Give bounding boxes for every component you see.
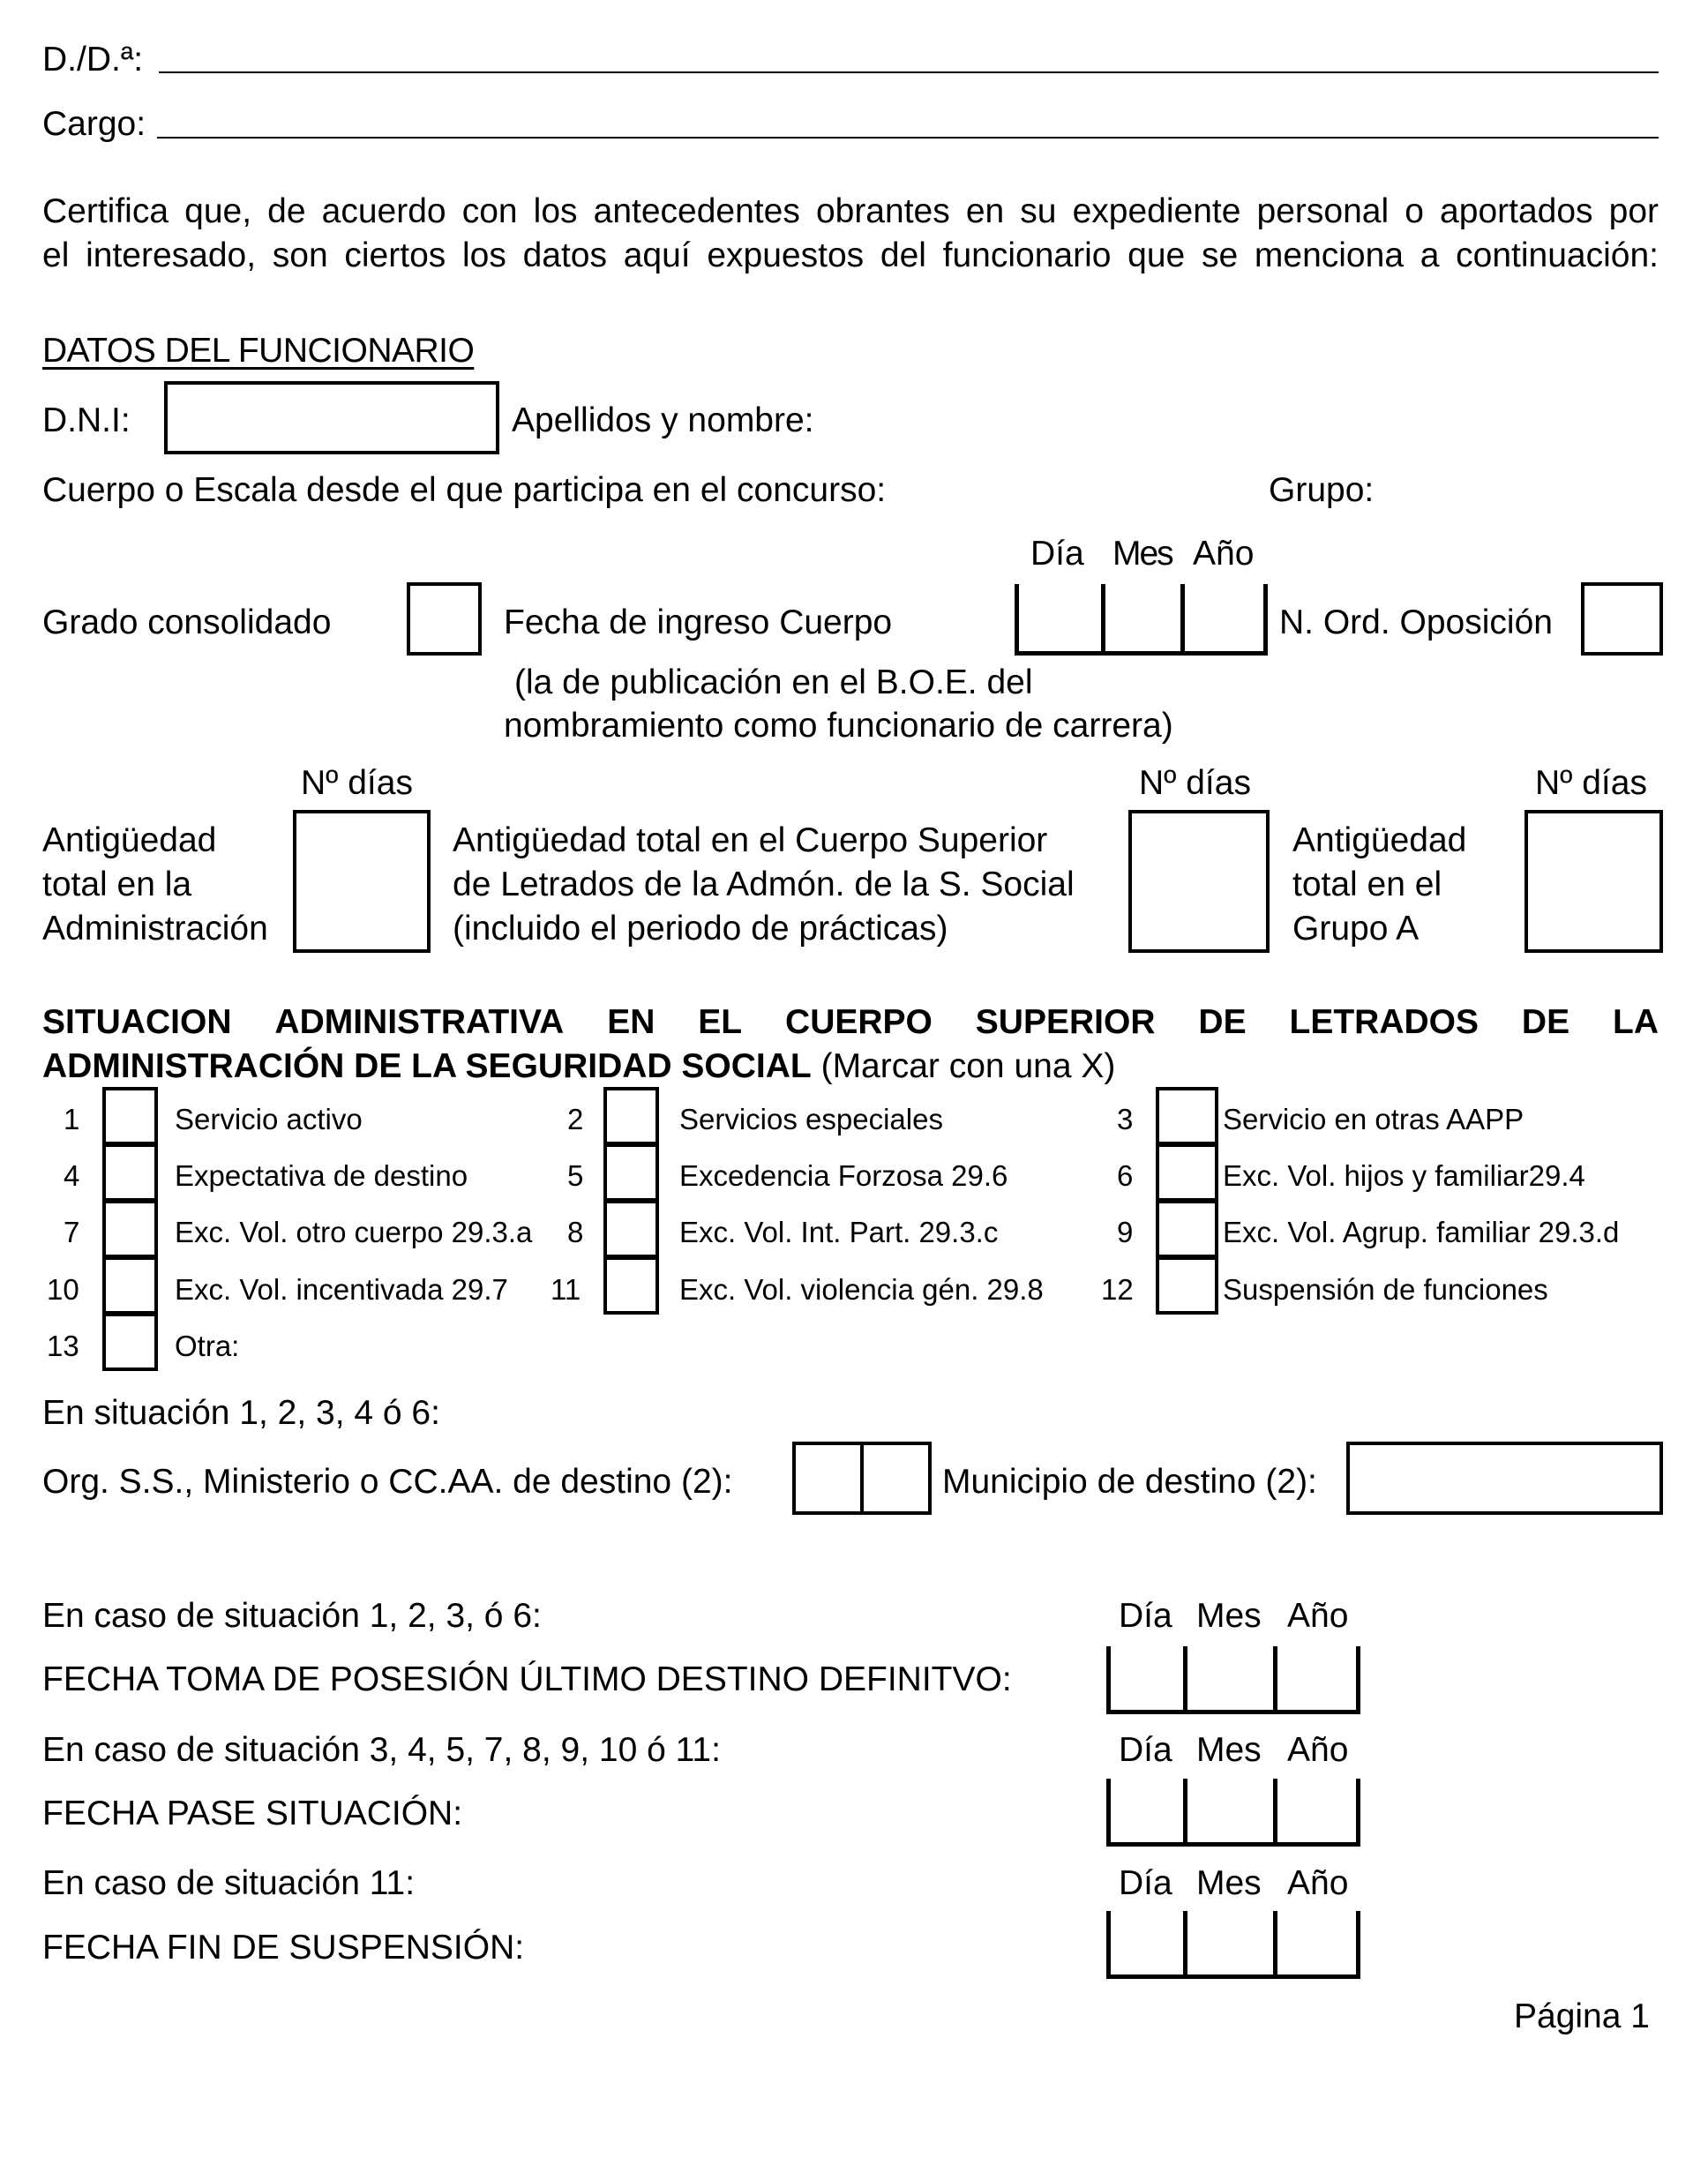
option-number: 5: [567, 1159, 584, 1192]
option-label: Otra:: [175, 1330, 240, 1362]
n-ord-box[interactable]: [1581, 582, 1663, 656]
situacion-title-word: DE: [1521, 1003, 1570, 1041]
option-checkbox-7[interactable]: [102, 1200, 158, 1258]
antig-admin-line-1: Antigüedad: [42, 821, 217, 859]
situacion-title-word: LA: [1613, 1003, 1659, 1041]
caso2-label: En caso de situación 3, 4, 5, 7, 8, 9, 10 ó 11:: [42, 1731, 721, 1769]
situacion-title-line-1: [42, 1005, 1659, 1039]
option-checkbox-4[interactable]: [102, 1143, 158, 1202]
pase-mes: Mes: [1196, 1731, 1262, 1769]
situacion-title-word: LETRADOS: [1289, 1003, 1479, 1041]
pase-label: FECHA PASE SITUACIÓN:: [42, 1795, 463, 1832]
antig-grupo-line-1: Antigüedad: [1292, 821, 1467, 859]
dd-input-line[interactable]: [159, 71, 1659, 73]
antig-admin-box[interactable]: [293, 810, 431, 953]
antig-grupo-line-3: Grupo A: [1292, 910, 1420, 948]
option-label: Suspensión de funciones: [1223, 1273, 1548, 1306]
option-label: Excedencia Forzosa 29.6: [679, 1159, 1008, 1192]
antig-cuerpo-line-2: de Letrados de la Admón. de la S. Social: [453, 865, 1075, 903]
option-checkbox-9[interactable]: [1156, 1200, 1218, 1258]
org-code-divider: [860, 1443, 864, 1513]
caso1-label: En caso de situación 1, 2, 3, ó 6:: [42, 1597, 542, 1635]
option-number: 7: [64, 1216, 80, 1248]
option-number: 6: [1117, 1159, 1134, 1192]
option-checkbox-3[interactable]: [1156, 1087, 1218, 1145]
antig-cuerpo-line-3: (incluido el periodo de prácticas): [453, 910, 948, 948]
pase-dia: Día: [1119, 1731, 1172, 1769]
caso3-label: En caso de situación 11:: [42, 1864, 416, 1902]
situacion-title-word: DE: [1198, 1003, 1247, 1041]
option-number: 13: [47, 1330, 79, 1362]
option-number: 12: [1101, 1273, 1134, 1306]
fin-mes: Mes: [1196, 1864, 1262, 1902]
cargo-input-line[interactable]: [157, 137, 1659, 139]
option-number: 10: [47, 1273, 79, 1306]
toma-anio: Año: [1287, 1597, 1349, 1635]
grupo-label: Grupo:: [1269, 471, 1375, 509]
dd-label: D./D.ª:: [42, 41, 144, 79]
fecha-note-line-1: (la de publicación en el B.O.E. del: [514, 663, 1033, 701]
option-checkbox-1[interactable]: [102, 1087, 158, 1145]
pase-anio: Año: [1287, 1731, 1349, 1769]
option-checkbox-2[interactable]: [603, 1087, 659, 1145]
situacion-title-word: CUERPO: [785, 1003, 933, 1041]
antig-admin-line-3: Administración: [42, 910, 268, 948]
situacion-title-word: SITUACION: [42, 1003, 232, 1041]
antig-cuerpo-line-1: Antigüedad total en el Cuerpo Superior: [453, 821, 1048, 859]
situacion-title-note: (Marcar con una X): [820, 1047, 1116, 1085]
en-situacion-label: En situación 1, 2, 3, 4 ó 6:: [42, 1394, 440, 1432]
apellidos-label: Apellidos y nombre:: [512, 401, 814, 439]
situacion-title-word: EL: [698, 1003, 743, 1041]
fin-label: FECHA FIN DE SUSPENSIÓN:: [42, 1929, 525, 1967]
cargo-label: Cargo:: [42, 105, 146, 143]
fecha-ingreso-label: Fecha de ingreso Cuerpo: [504, 603, 893, 641]
fecha-ingreso-anio: Año: [1193, 535, 1255, 573]
option-checkbox-6[interactable]: [1156, 1143, 1218, 1202]
option-label: Exc. Vol. otro cuerpo 29.3.a: [175, 1216, 533, 1248]
dni-box[interactable]: [164, 381, 499, 454]
option-label: Servicio en otras AAPP: [1223, 1103, 1524, 1135]
datos-section-title: DATOS DEL FUNCIONARIO: [42, 332, 475, 370]
fecha-ingreso-dia: Día: [1030, 535, 1084, 573]
situacion-title-bold: ADMINISTRACIÓN DE LA SEGURIDAD SOCIAL: [42, 1047, 812, 1085]
municipio-box[interactable]: [1346, 1442, 1663, 1515]
grado-box[interactable]: [407, 582, 482, 656]
situacion-title-word: SUPERIOR: [975, 1003, 1156, 1041]
antig-grupo-line-2: total en el: [1292, 865, 1442, 903]
antig-cuerpo-box[interactable]: [1128, 810, 1270, 953]
n-dias-admin: Nº días: [301, 764, 413, 802]
option-number: 11: [551, 1273, 581, 1306]
situacion-title-word: EN: [607, 1003, 655, 1041]
toma-label: FECHA TOMA DE POSESIÓN ÚLTIMO DESTINO DEFINITVO:: [42, 1660, 1012, 1698]
certifica-line-2: el interesado, son ciertos los datos aquí expuestos del funcionario que se menciona a continuación:: [42, 236, 1659, 274]
option-label: Servicios especiales: [679, 1103, 943, 1135]
option-checkbox-10[interactable]: [102, 1256, 158, 1315]
situacion-title-word: ADMINISTRATIVA: [274, 1003, 565, 1041]
option-label: Exc. Vol. Agrup. familiar 29.3.d: [1223, 1216, 1620, 1248]
fin-anio: Año: [1287, 1864, 1349, 1902]
n-ord-label: N. Ord. Oposición: [1279, 603, 1553, 641]
option-label: Exc. Vol. incentivada 29.7: [175, 1273, 508, 1306]
fecha-ingreso-mes: Mes: [1112, 535, 1172, 573]
option-label: Exc. Vol. Int. Part. 29.3.c: [679, 1216, 999, 1248]
grado-label: Grado consolidado: [42, 603, 332, 641]
antig-grupo-box[interactable]: [1524, 810, 1663, 953]
municipio-label: Municipio de destino (2):: [942, 1463, 1317, 1501]
fin-dia: Día: [1119, 1864, 1172, 1902]
option-label: Exc. Vol. hijos y familiar29.4: [1223, 1159, 1585, 1192]
option-label: Exc. Vol. violencia gén. 29.8: [679, 1273, 1044, 1306]
option-number: 8: [567, 1216, 584, 1248]
option-label: Servicio activo: [175, 1103, 363, 1135]
fecha-note-line-2: nombramiento como funcionario de carrera): [504, 707, 1173, 745]
org-label: Org. S.S., Ministerio o CC.AA. de destino (2):: [42, 1463, 733, 1501]
option-checkbox-5[interactable]: [603, 1143, 659, 1202]
option-checkbox-13[interactable]: [102, 1313, 158, 1371]
cuerpo-label: Cuerpo o Escala desde el que participa en el concurso:: [42, 471, 887, 509]
certifica-line-1: Certifica que, de acuerdo con los antecedentes obrantes en su expediente personal o aportados por: [42, 192, 1659, 230]
option-checkbox-8[interactable]: [603, 1200, 659, 1258]
dni-label: D.N.I:: [42, 401, 131, 439]
toma-mes: Mes: [1196, 1597, 1262, 1635]
n-dias-cuerpo: Nº días: [1139, 764, 1251, 802]
option-label: Expectativa de destino: [175, 1159, 468, 1192]
situacion-title-line-2: [42, 1049, 1115, 1083]
option-number: 1: [64, 1103, 80, 1135]
option-checkbox-11[interactable]: [603, 1256, 659, 1315]
option-number: 3: [1117, 1103, 1134, 1135]
option-number: 4: [64, 1159, 80, 1192]
toma-dia: Día: [1119, 1597, 1172, 1635]
option-checkbox-12[interactable]: [1156, 1256, 1218, 1315]
n-dias-grupo: Nº días: [1535, 764, 1647, 802]
option-number: 2: [567, 1103, 584, 1135]
antig-admin-line-2: total en la: [42, 865, 192, 903]
option-number: 9: [1117, 1216, 1134, 1248]
page-number: Página 1: [1514, 1997, 1650, 2035]
